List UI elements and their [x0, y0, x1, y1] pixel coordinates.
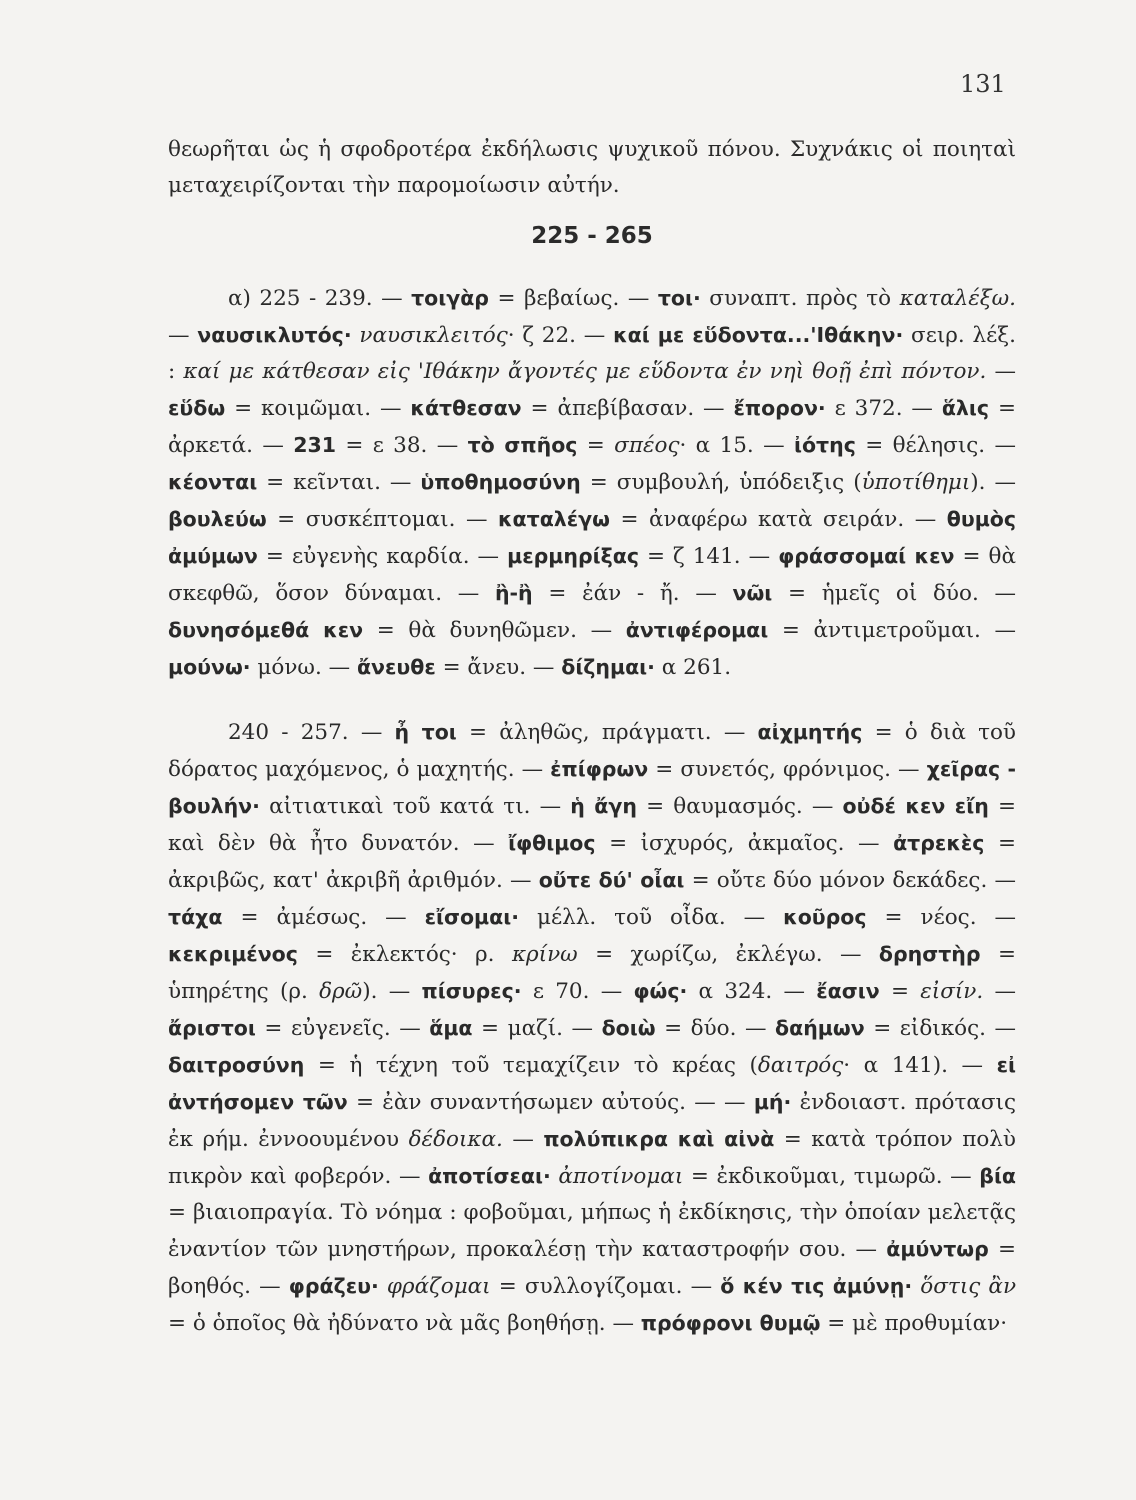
gloss-text: = νέος. — — [866, 905, 1016, 930]
gloss-text: = ἐκλεκτός· ρ. — [297, 942, 512, 967]
page-number: 131 — [960, 70, 1006, 98]
headword: ἄνευθε — [356, 655, 436, 679]
gloss-text: = θὰ σκεφθῶ, ὅσον δύναμαι. — — [168, 544, 1017, 606]
gloss-text: = ἐάν - ἤ. — — [532, 581, 733, 606]
gloss-text: = ἀντιμετροῦμαι. — — [768, 618, 1017, 643]
gloss-text: ). — — [970, 470, 1017, 495]
headword: μούνω· — [168, 655, 251, 679]
gloss-text: α) 225 - 239. — — [228, 286, 412, 311]
gloss-text: = θέλησις. — — [855, 433, 1016, 458]
gloss-text: = βοηθός. — — [168, 1237, 1016, 1299]
gloss-text: — — [983, 979, 1016, 1004]
gloss-text: = — [879, 979, 921, 1004]
headword: δυνησόμεθά κεν — [168, 618, 364, 642]
headword: ἀμύντωρ — [886, 1237, 989, 1261]
headword: χεῖρας - βουλήν· — [168, 757, 1016, 818]
gloss-text: μόνω. — — [250, 655, 357, 680]
headword: πίσυρες· — [421, 979, 522, 1003]
gloss-text: = βεβαίως. — — [488, 286, 658, 311]
gloss-text: α 261. — [654, 655, 732, 680]
italic-form: δαιτρός — [757, 1053, 844, 1078]
gloss-text: = ἀπεβίβασαν. — — [521, 396, 734, 421]
headword: τὸ σπῆος — [467, 433, 578, 457]
headword: δαιτροσύνη — [168, 1053, 305, 1077]
italic-form: δέδοικα. — [408, 1127, 503, 1152]
gloss-text: = εἰδικός. — — [864, 1016, 1016, 1041]
headword: ἐπίφρων — [550, 757, 649, 781]
italic-form: ἀποτίνομαι — [550, 1164, 684, 1189]
gloss-text: = ἰσχυρός, ἀκμαῖος. — — [595, 831, 894, 856]
gloss-text: = καὶ δὲν θὰ ἦτο δυνατόν. — — [168, 794, 1016, 856]
intro-paragraph: θεωρῆται ὡς ἡ σφοδροτέρα ἐκδήλωσις ψυχικοῦ πόνου. Συχνάκις οἱ ποιηταὶ μεταχειρίζονται τὴν παρομοίωσιν αὐτήν. — [168, 137, 1016, 198]
commentary-paragraph — [168, 714, 1016, 1342]
gloss-text: = κοιμῶμαι. — — [225, 396, 411, 421]
gloss-text: = μὲ προθυμίαν· — [820, 1311, 1008, 1336]
headword: δοιὼ — [601, 1016, 656, 1040]
italic-form: ναυσικλειτός — [351, 323, 508, 348]
headword: δρηστὴρ — [878, 942, 981, 966]
gloss-text: 240 - 257. — — [228, 720, 395, 745]
gloss-text: = δύο. — — [655, 1016, 776, 1041]
headword: νῶι — [732, 581, 773, 605]
italic-form: δρῶ — [319, 979, 363, 1004]
gloss-text: = ἐκδικοῦμαι, τιμωρῶ. — — [683, 1164, 980, 1189]
gloss-text: = ἀμέσως. — — [222, 905, 425, 930]
gloss-text: = μαζί. — — [472, 1016, 602, 1041]
headword: εἴσομαι· — [424, 905, 519, 929]
gloss-text: = θαυμασμός. — — [636, 794, 843, 819]
headword: δαήμων — [775, 1016, 865, 1040]
headword: ὑποθημοσύνη — [420, 470, 581, 494]
headword: καταλέγω — [497, 507, 610, 531]
gloss-text: = ἄνευ. — — [435, 655, 562, 680]
section-heading: 225 - 265 — [531, 223, 653, 249]
gloss-text: = ε 38. — — [335, 433, 468, 458]
headword: ἀντιφέρομαι — [625, 618, 769, 642]
headword: πολύπικρα καὶ αἰνὰ — [543, 1127, 775, 1151]
headword: βία — [979, 1164, 1017, 1188]
italic-form: κρίνω — [511, 942, 578, 967]
gloss-text: = ἀληθῶς, πράγματι. — — [456, 720, 758, 745]
italic-form: φράζομαι — [378, 1274, 491, 1299]
gloss-text: · ζ 22. — — [507, 323, 614, 348]
gloss-text: ε 372. — — [825, 396, 942, 421]
gloss-text: = κατὰ τρόπον πολὺ πικρὸν καὶ φοβερόν. — — [168, 1127, 1017, 1189]
gloss-text: = ὑπηρέτης (ρ. — [168, 942, 1017, 1004]
headword: τοι· — [657, 286, 701, 310]
gloss-text: — — [502, 1127, 544, 1152]
italic-form: σπέος — [614, 433, 680, 458]
gloss-text: = ἡ τέχνη τοῦ τεμαχίζειν τὸ κρέας ( — [304, 1053, 758, 1078]
headword: εὕδω — [168, 396, 226, 420]
headword: βουλεύω — [168, 507, 267, 531]
gloss-text: συναπτ. πρὸς τὸ — [700, 286, 900, 311]
gloss-text: = κεῖνται. — — [257, 470, 421, 495]
headword: ἰότης — [793, 433, 856, 457]
headword: κέονται — [168, 470, 258, 494]
gloss-text: = ζ 141. — — [638, 544, 779, 569]
headword: ναυσικλυτός· — [197, 323, 352, 347]
italic-form: εἰσίν. — [920, 979, 984, 1004]
gloss-text: — — [168, 323, 198, 348]
italic-form: ὑποτίθημι — [861, 470, 971, 495]
commentary-paragraph — [168, 280, 1016, 686]
gloss-text: = συσκέπτομαι. — — [266, 507, 498, 532]
italic-form: καταλέξω. — [899, 286, 1016, 311]
gloss-text: ). — — [362, 979, 422, 1004]
gloss-text: = συμβουλή, ὑπόδειξις ( — [580, 470, 862, 495]
gloss-text: = χωρίζω, ἐκλέγω. — — [577, 942, 879, 967]
headword: ἡ ἄγη — [570, 794, 637, 818]
gloss-text: μέλλ. τοῦ οἶδα. — — [519, 905, 784, 930]
headword: δίζημαι· — [561, 655, 655, 679]
headword: μερμηρίξας — [507, 544, 639, 568]
headword: ὅ κέν τις ἀμύνῃ· — [720, 1274, 913, 1298]
gloss-text: = ἐὰν συναντήσωμεν αὐτούς. — — — [347, 1090, 754, 1115]
italic-form: καί με κάτθεσαν εἰς 'Ιθάκην ἄγοντές με εὕδοντα ἐν νηὶ θοῇ ἐπὶ πόντον. — [183, 359, 987, 384]
headword: οὐδέ κεν εἴη — [842, 794, 989, 818]
headword: ἅλις — [941, 396, 990, 420]
gloss-text: = συλλογίζομαι. — — [490, 1274, 721, 1299]
gloss-text: = θὰ δυνηθῶμεν. — — [363, 618, 626, 643]
gloss-text: = βιαιοπραγία. Τὸ νόημα : φοβοῦμαι, μήπως ἡ ἐκδίκησις, τὴν ὁποίαν μελετᾷς ἐναντίον τῶν μνηστήρων, προκαλέσῃ τὴν καταστροφήν σου. — — [168, 1200, 1016, 1262]
headword: φώς· — [633, 979, 688, 1003]
headword: ἢ-ἢ — [494, 581, 533, 605]
headword: εἰ ἀντήσομεν τῶν — [168, 1053, 1016, 1114]
gloss-text: = εὐγενὴς καρδία. — — [257, 544, 508, 569]
headword: ἔασιν — [816, 979, 880, 1003]
italic-form: ὅστις ἂν — [912, 1274, 1017, 1299]
headword: τάχα — [168, 905, 223, 929]
gloss-text: = ἀκριβῶς, κατ' ἀκριβῆ ἀριθμόν. — — [168, 831, 1016, 893]
page-content — [168, 132, 1016, 1342]
gloss-text: = ὁ διὰ τοῦ δόρατος μαχόμενος, ὁ μαχητής. — — [168, 720, 1016, 782]
gloss-text: σειρ. λέξ. : — [168, 323, 1016, 384]
gloss-text: · α 15. — — [679, 433, 794, 458]
gloss-text: = ὁ ὁποῖος θὰ ἠδύνατο νὰ μᾶς βοηθήσῃ. — — [168, 1311, 641, 1336]
gloss-text: ἐνδοιαστ. πρότασις ἐκ ρήμ. ἐννοουμένου — [168, 1090, 1017, 1152]
gloss-text: = συνετός, φρόνιμος. — — [648, 757, 927, 782]
headword: μή· — [753, 1090, 792, 1114]
gloss-text: = ἀναφέρω κατὰ σειράν. — — [609, 507, 947, 532]
headword: κάτθεσαν — [410, 396, 522, 420]
headword: πρόφρονι θυμῷ — [640, 1311, 821, 1335]
headword: ἔπορον· — [733, 396, 826, 420]
headword: φράζευ· — [288, 1274, 379, 1298]
headword: ἅμα — [429, 1016, 473, 1040]
intro-text — [168, 132, 1016, 204]
gloss-text: ε 70. — — [521, 979, 634, 1004]
headword: φράσσομαί κεν — [778, 544, 955, 568]
headword: ἄριστοι — [168, 1016, 256, 1040]
gloss-text: = εὐγενεῖς. — — [255, 1016, 430, 1041]
headword: θυμὸς ἀμύμων — [168, 507, 1017, 568]
headword: καί με εὕδοντα...'Ιθάκην· — [613, 323, 904, 347]
headword: οὔτε δύ' οἶαι — [538, 868, 685, 892]
gloss-text: = ἀρκετά. — — [168, 396, 1016, 458]
gloss-text: = οὔτε δύο μόνον δεκάδες. — — [684, 868, 1016, 893]
gloss-text: αἰτιατικαὶ τοῦ κατά τι. — — [259, 794, 571, 819]
gloss-text: α 324. — — [687, 979, 817, 1004]
headword: κεκριμένος — [168, 942, 298, 966]
headword: ἀποτίσεαι· — [428, 1164, 551, 1188]
headword: ἴφθιμος — [508, 831, 596, 855]
gloss-text: = ἡμεῖς οἱ δύο. — — [772, 581, 1016, 606]
headword: αἰχμητής — [757, 720, 863, 744]
headword: 231 — [293, 433, 336, 457]
gloss-text: = — [577, 433, 615, 458]
gloss-text: — — [986, 359, 1017, 384]
headword: κοῦρος — [783, 905, 867, 929]
headword: ἦ τοι — [394, 720, 457, 744]
headword: ἀτρεκὲς — [893, 831, 985, 855]
headword: τοιγὰρ — [411, 286, 489, 310]
gloss-text: · α 141). — — [843, 1053, 997, 1078]
